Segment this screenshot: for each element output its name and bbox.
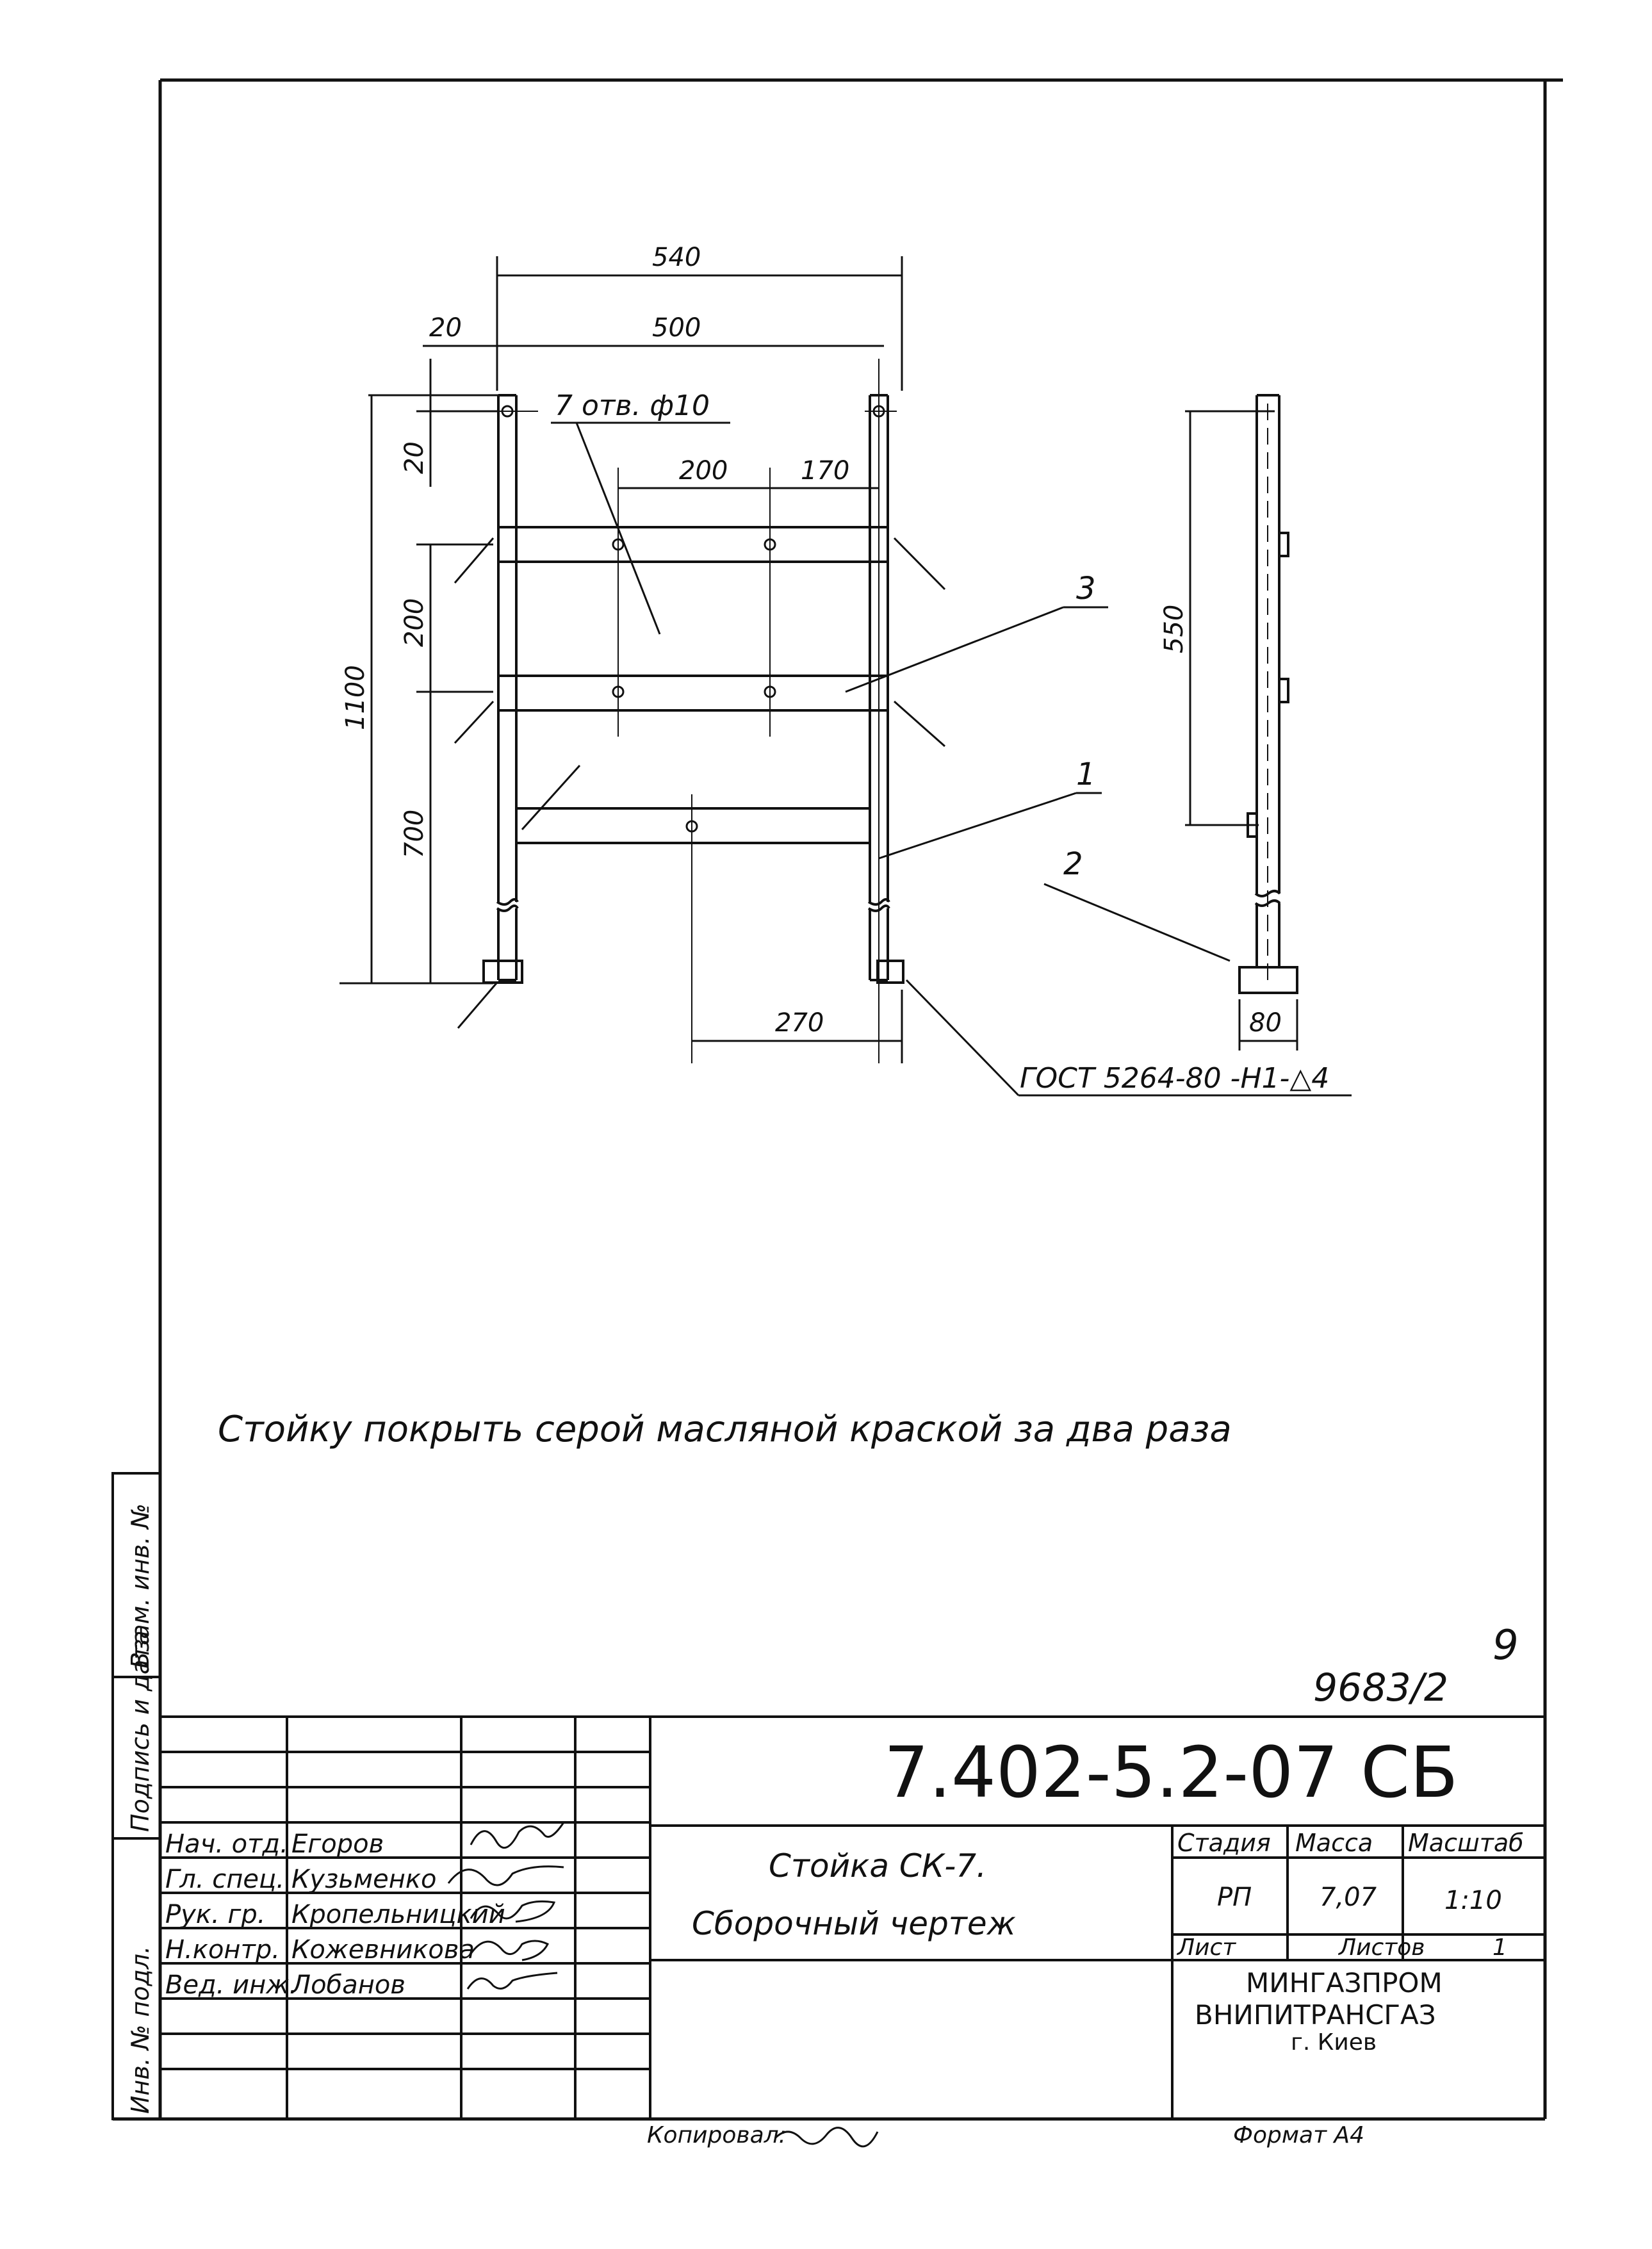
sig-role-4: Вед. инж. (165, 1970, 298, 2000)
side-view (1159, 395, 1297, 1051)
sig-name-4: Лобанов (291, 1970, 405, 2000)
callouts (551, 389, 1352, 1095)
sheet-number: 9 (1493, 1622, 1519, 1669)
dim-side-height: 550 (1159, 604, 1189, 653)
sig-name-1: Кузьменко (291, 1865, 437, 1894)
dimensions (339, 243, 902, 1063)
side-stamp (113, 1473, 160, 2119)
dim-overall-width: 540 (652, 243, 701, 272)
dim-hole-spacing-a: 200 (679, 456, 728, 486)
drawing-name: Стойка СК-7. (769, 1847, 987, 1885)
copied-by-signature (775, 2128, 878, 2147)
stage-label: Стадия (1177, 1829, 1271, 1857)
designation: 7.402-5.2-07 СБ (884, 1731, 1459, 1813)
position-1: 1 (1076, 756, 1096, 792)
weld-leaders (455, 538, 945, 1028)
left-post (497, 395, 518, 980)
dim-foot-width: 80 (1249, 1008, 1282, 1038)
replace-inv-label: Взам. инв. № (126, 1503, 154, 1669)
base-plates (484, 961, 903, 983)
signature-table (165, 1829, 505, 2000)
scale-value: 1:10 (1444, 1886, 1502, 1915)
dim-base-offset: 270 (775, 1008, 824, 1038)
inventory-number: 9683/2 (1313, 1665, 1449, 1710)
position-2: 2 (1063, 846, 1083, 882)
drawing-type: Сборочный чертеж (692, 1905, 1016, 1942)
sig-role-3: Н.контр. (165, 1935, 280, 1965)
sheets-label: Листов (1339, 1934, 1425, 1961)
dim-hole-spacing-b: 170 (801, 456, 850, 486)
crossbars (498, 527, 888, 843)
weld-spec: ГОСТ 5264-80 -Н1-△4 (1020, 1062, 1330, 1095)
stage-value: РП (1217, 1883, 1252, 1912)
format-label: Формат А4 (1233, 2122, 1365, 2148)
paint-note: Стойку покрыть серой масляной краской за два раза (218, 1409, 1232, 1450)
dim-height-lower: 700 (400, 809, 429, 858)
sig-name-0: Егоров (291, 1829, 384, 1859)
sign-date-label: Подпись и дата (126, 1630, 154, 1832)
dim-inner-width: 500 (652, 313, 701, 343)
org-ministry: МИНГАЗПРОМ (1246, 1967, 1443, 1999)
sig-role-2: Рук. гр. (165, 1900, 266, 1929)
title-block (160, 1717, 1545, 2119)
sig-name-2: Кропельницкий (291, 1900, 505, 1929)
copied-by-label: Копировал: (647, 2122, 787, 2148)
org-city: г. Киев (1291, 2029, 1377, 2056)
position-3: 3 (1076, 571, 1096, 607)
dim-top-offset: 20 (400, 441, 429, 474)
sig-role-1: Гл. спец. (165, 1865, 284, 1894)
holes-callout: 7 отв. ф10 (555, 389, 710, 422)
sheets-value: 1 (1493, 1934, 1507, 1961)
mass-value: 7,07 (1320, 1883, 1377, 1912)
inv-orig-label: Инв. № подл. (126, 1945, 154, 2114)
dim-height-mid: 200 (400, 598, 429, 647)
dim-edge-offset: 20 (429, 313, 462, 343)
dim-height-total: 1100 (341, 665, 370, 730)
sheet-label: Лист (1177, 1934, 1236, 1961)
org-institute: ВНИПИТРАНСГАЗ (1195, 1999, 1436, 2031)
mass-label: Масса (1295, 1829, 1373, 1857)
sig-name-3: Кожевникова (291, 1935, 475, 1965)
scale-label: Масштаб (1408, 1829, 1524, 1857)
sig-role-0: Нач. отд. (165, 1829, 288, 1859)
